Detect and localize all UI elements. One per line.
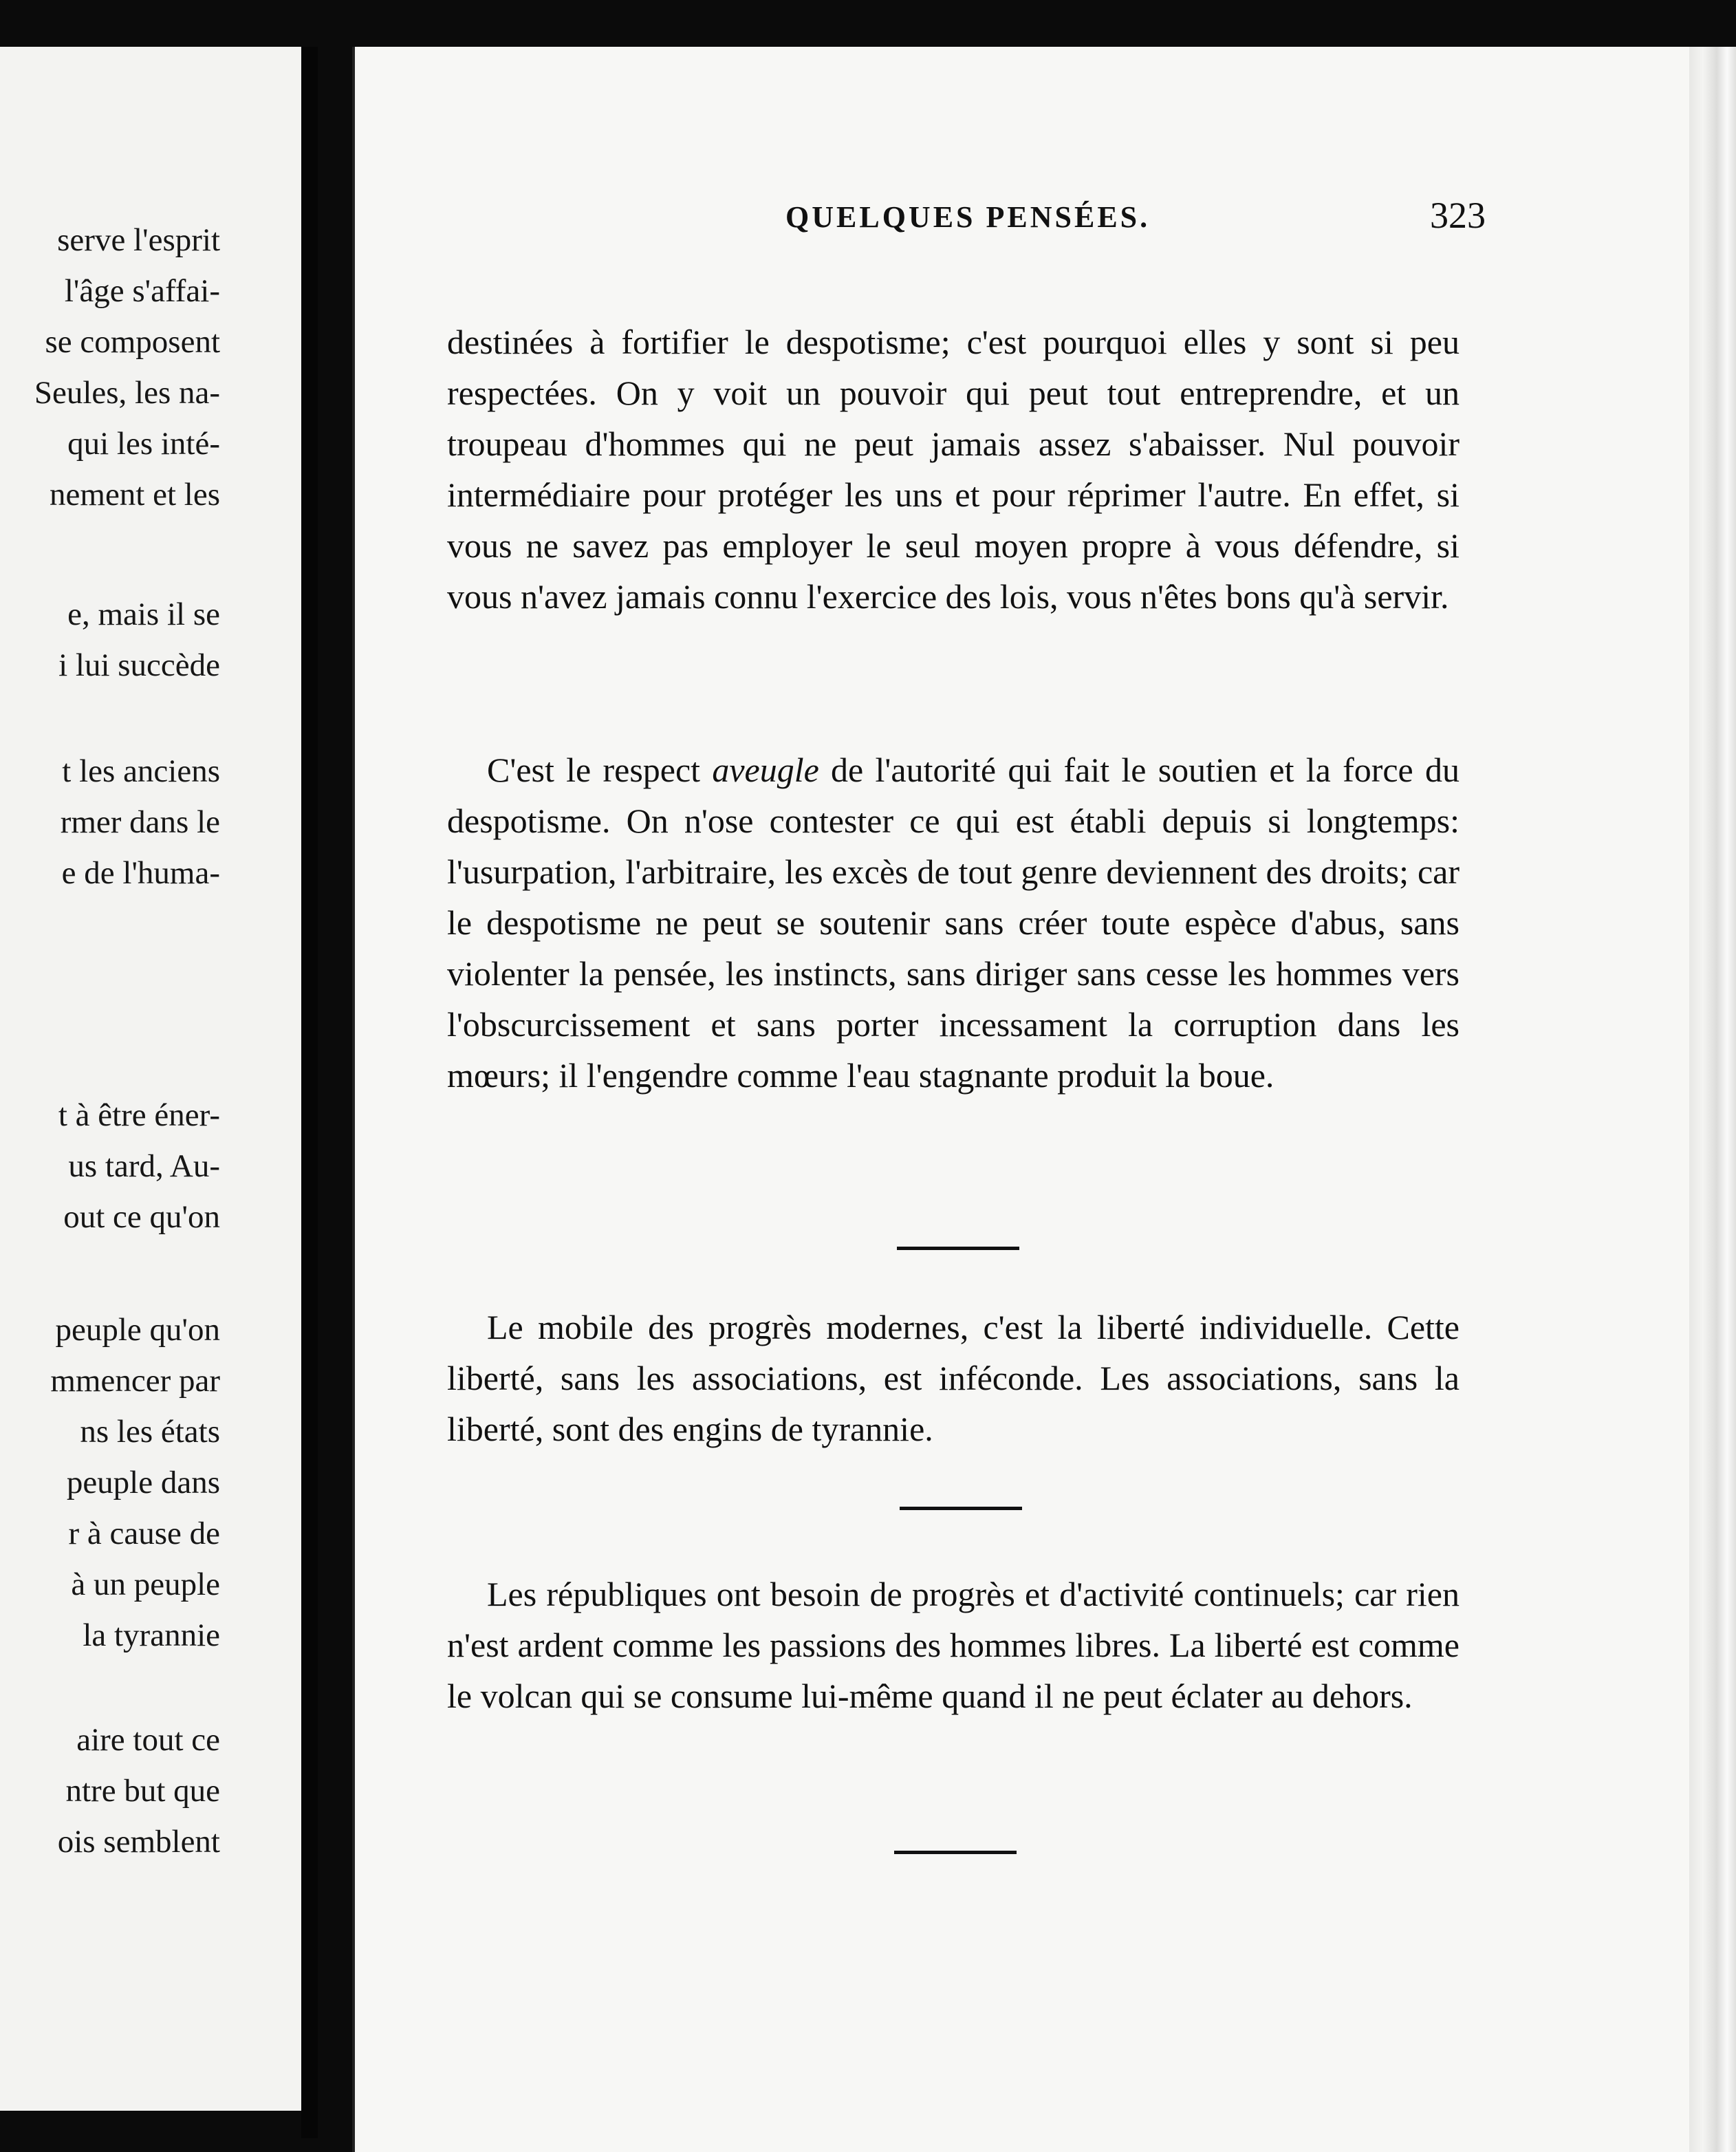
page-header-title: QUELQUES PENSÉES. bbox=[785, 200, 1151, 234]
left-page-line: Seules, les na- bbox=[34, 375, 220, 411]
running-head bbox=[355, 195, 1692, 248]
paragraph-text: Le mobile des progrès modernes, c'est la liberté individuelle. Cette liberté, sans les associations, est inféconde. Les associations, sans la liberté, sont des engins de tyrannie. bbox=[447, 1308, 1460, 1448]
left-page-line: aire tout ce bbox=[76, 1722, 220, 1758]
left-page-line: e de l'huma- bbox=[61, 855, 220, 891]
paragraph-text: Les républiques ont besoin de progrès et d'activité continuels; car rien n'est ardent comme les passions des hommes libres. La liberté est comme le volcan qui se consume lui-même quand il ne peut éclater au dehors. bbox=[447, 1575, 1460, 1715]
left-page-line: r à cause de bbox=[68, 1516, 220, 1551]
left-page bbox=[0, 47, 301, 2111]
paragraph-text-end: de l'autorité qui fait le soutien et la force du despotisme. On n'ose contester ce qui est établi depuis si longtemps: l'usurpation, l'arbitraire, les excès de tout genre deviennent des droits; car le despotisme ne peut se soutenir sans créer toute espèce d'abus, sans violenter la pensée, les instincts, sans diriger sans cesse les hommes vers l'obscurcissement et sans porter incessament la corruption dans les mœurs; il l'engendre comme l'eau stagnante produit la boue. bbox=[447, 751, 1460, 1095]
page-number: 323 bbox=[1430, 195, 1486, 236]
book-gutter bbox=[301, 47, 318, 2138]
right-page bbox=[352, 47, 1692, 2152]
left-page-line: l'âge s'affai- bbox=[64, 273, 220, 309]
left-page-line: rmer dans le bbox=[60, 804, 220, 840]
page-edge bbox=[1689, 47, 1736, 2152]
section-divider bbox=[894, 1851, 1017, 1854]
left-page-line: nement et les bbox=[50, 477, 220, 513]
left-page-line: mmencer par bbox=[50, 1363, 220, 1399]
left-page-line: ois semblent bbox=[57, 1824, 220, 1860]
left-page-line: peuple qu'on bbox=[55, 1312, 220, 1348]
emphasized-word: aveugle bbox=[712, 751, 819, 789]
left-page-line: t à être éner- bbox=[58, 1097, 220, 1133]
left-page-line: us tard, Au- bbox=[68, 1148, 220, 1184]
left-page-line: la tyrannie bbox=[83, 1617, 220, 1653]
section-divider bbox=[900, 1507, 1022, 1510]
paragraph-text bbox=[447, 744, 1460, 1101]
paragraph-republics bbox=[447, 1569, 1460, 1721]
left-page-line: ntre but que bbox=[65, 1773, 220, 1809]
left-page-line: peuple dans bbox=[66, 1465, 220, 1500]
paragraph-text: destinées à fortifier le despotisme; c'est pourquoi elles y sont si peu respectées. On y voit un pouvoir qui peut tout entreprendre, et un troupeau d'hommes qui ne peut jamais assez s'abaisser. Nul pouvoir intermédiaire pour protéger les uns et pour réprimer l'autre. En effet, si vous ne savez pas employer le seul moyen propre à vous défendre, si vous n'avez jamais connu l'exercice des lois, vous n'êtes bons qu'à servir. bbox=[447, 323, 1460, 616]
left-page-line: qui les inté- bbox=[67, 426, 220, 462]
section-divider bbox=[897, 1247, 1019, 1250]
paragraph-text-start: C'est le respect bbox=[487, 751, 713, 789]
paragraph-continued bbox=[447, 316, 1460, 622]
left-page-line: i lui succède bbox=[58, 647, 220, 683]
left-page-line: t les anciens bbox=[62, 753, 220, 789]
left-page-line: e, mais il se bbox=[67, 596, 220, 632]
left-page-line: à un peuple bbox=[71, 1567, 220, 1602]
left-page-line: se composent bbox=[45, 324, 220, 360]
left-page-line: ns les états bbox=[80, 1414, 220, 1450]
paragraph-despotism bbox=[447, 744, 1460, 1101]
left-page-line: out ce qu'on bbox=[63, 1199, 220, 1235]
paragraph-liberty bbox=[447, 1302, 1460, 1454]
left-page-line: serve l'esprit bbox=[57, 222, 220, 258]
